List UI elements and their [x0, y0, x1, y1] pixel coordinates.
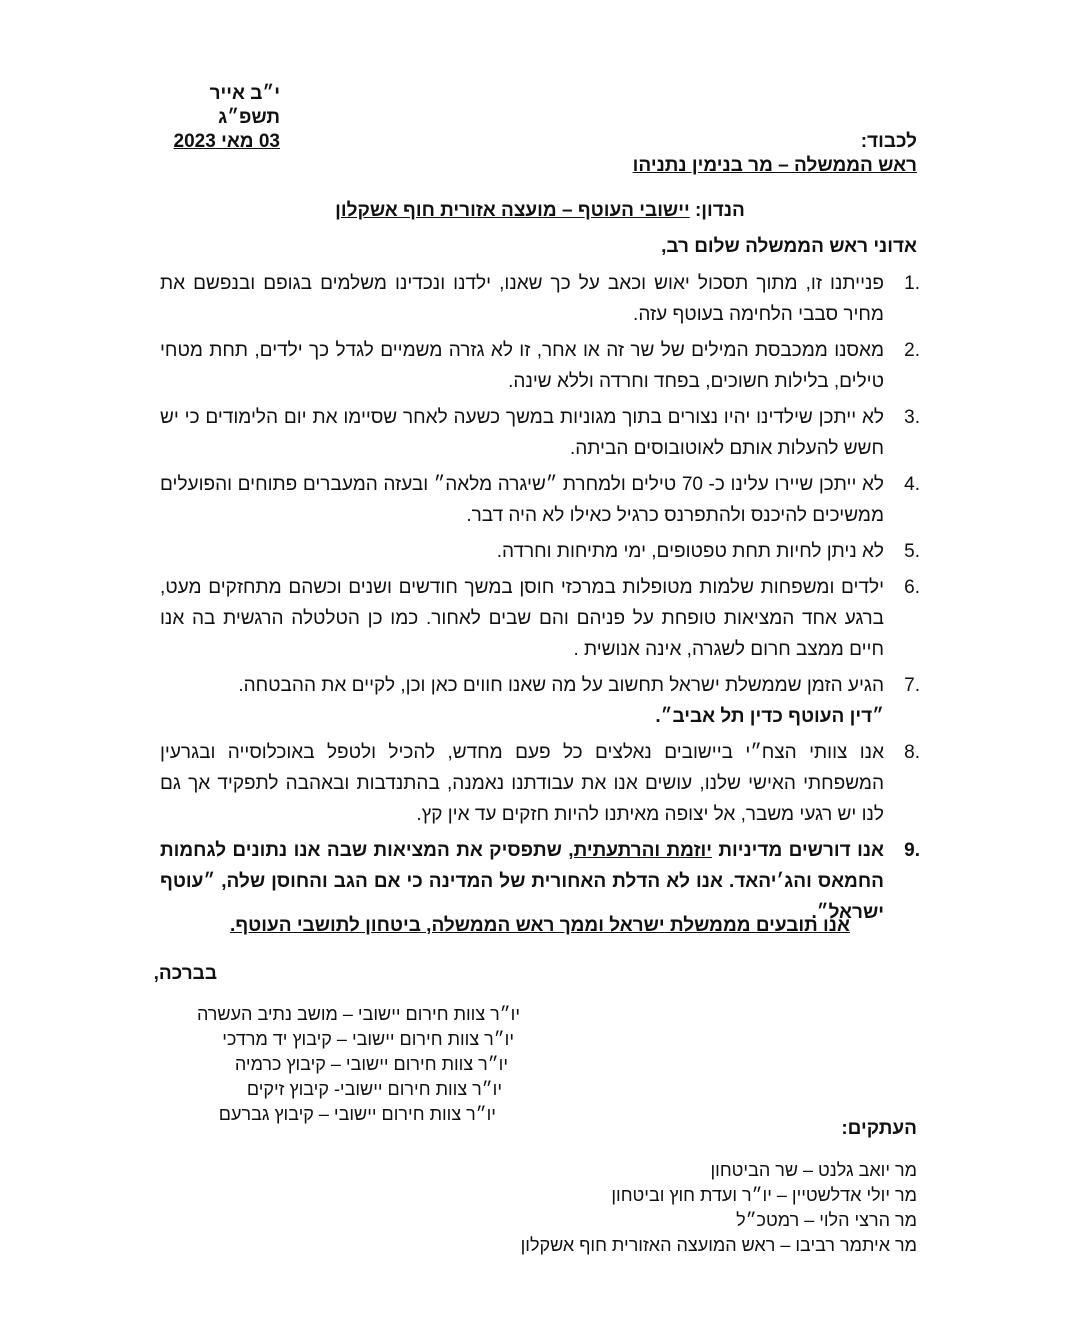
greeting: אדוני ראש הממשלה שלום רב, [661, 236, 917, 257]
item-text: ילדים ומשפחות שלמות מטופלות במרכזי חוסן במשך חודשים ושנים וכשהם מתחזקים מעט, ברגע אחד המציאות טופחת על פניהם והם שבים לאחור. כמו כן הטלטלה הרגשית בה אנו חיים ממצב חרום לשגרה, אינה אנושית . [160, 577, 884, 660]
item-number: 4. [904, 474, 920, 495]
cc-title: העתקים: [841, 1118, 917, 1139]
cc-item: מר יולי אדלשטיין – יו״ר ועדת חוץ וביטחון [611, 1185, 917, 1205]
list-item [160, 572, 920, 665]
closing-statement: אנו תובעים מממשלת ישראל וממך ראש הממשלה, ביטחון לתושבי העוטף. [230, 915, 850, 936]
to-name: ראש הממשלה – מר בנימין נתניהו [632, 155, 917, 176]
list-item [160, 335, 920, 397]
numbered-list [160, 268, 920, 933]
item-number: 1. [904, 273, 920, 294]
item-text: מאסנו ממכבסת המילים של שר זה או אחר, זו לא גזרה משמיים לגדל כך ילדים, תחת מטחי טילים, בלילות חשוכים, בפחד וחרדה וללא שינה. [160, 340, 884, 392]
list-item [160, 469, 920, 531]
date-hebrew: י״ב אייר תשפ״ג [209, 83, 280, 128]
list-item [160, 536, 920, 567]
signer-line: יו״ר צוות חירום יישובי – קיבוץ יד מרדכי [222, 1029, 514, 1049]
addressee-block [633, 130, 917, 178]
item-text: הגיע הזמן שממשלת ישראל תחשוב על מה שאנו חווים כאן וכן, לקיים את ההבטחה. [238, 675, 884, 696]
blessing: בברכה, [153, 963, 217, 984]
item-number: 9. [904, 840, 920, 861]
cc-item: מר הרצי הלוי – רמטכ״ל [736, 1210, 917, 1230]
item-number: 3. [904, 407, 920, 428]
item-number: 7. [904, 675, 920, 696]
date-gregorian: 03 מאי 2023 [173, 131, 280, 152]
signers-list [160, 1002, 520, 1127]
list-item [160, 737, 920, 830]
date-block [160, 82, 280, 154]
list-item [160, 268, 920, 330]
list-item [160, 670, 920, 732]
cc-list [521, 1158, 917, 1258]
subject-label: הנדון: [694, 200, 745, 221]
cc-item: מר איתמר רביבו – ראש המועצה האזורית חוף אשקלון [520, 1235, 917, 1255]
cc-item: מר יואב גלנט – שר הביטחון [710, 1160, 917, 1180]
subject-line [0, 200, 1080, 222]
item-text: פנייתנו זו, מתוך תסכול יאוש וכאב על כך שאנו, ילדנו ונכדינו משלמים בגופם ובנפשם את מחיר סבבי הלחימה בעוטף עזה. [160, 273, 884, 325]
item-text-wrap [160, 670, 884, 732]
item-text-part: אנו דורשים מדיניות [712, 840, 884, 861]
item-text-emphasis: יוזמת והרתעתית, [568, 840, 712, 861]
signer-line: יו״ר צוות חירום יישובי – קיבוץ גברעם [218, 1104, 496, 1124]
item-number: 8. [904, 742, 920, 763]
item-number: 2. [904, 340, 920, 361]
subject-text: יישובי העוטף – מועצה אזורית חוף אשקלון [335, 200, 690, 221]
item-text: לא ניתן לחיות תחת טפטופים, ימי מתיחות וחרדה. [496, 541, 884, 562]
signer-line: יו״ר צוות חירום יישובי- קיבוץ זיקים [246, 1079, 502, 1099]
item-number: 5. [904, 541, 920, 562]
item-text: לא ייתכן שילדינו יהיו נצורים בתוך מגוניות במשך כשעה לאחר שסיימו את יום הלימודים כי יש חשש להעלות אותם לאוטובוסים הביתה. [160, 407, 884, 459]
item-text-part: שתפסיק את המציאות שבה אנו נתונים לגחמות החמאס והג׳יהאד. אנו לא הדלת האחורית של המדינה כי אם הגב והחוסן שלה, ״עוטף ישראל״. [160, 840, 884, 923]
to-label: לכבוד: [860, 131, 917, 152]
item-quote: ״דין העוטף כדין תל אביב״. [655, 706, 884, 727]
item-number: 6. [904, 577, 920, 598]
signer-line: יו״ר צוות חירום יישובי – קיבוץ כרמיה [234, 1054, 508, 1074]
item-text: לא ייתכן שיירו עלינו כ- 70 טילים ולמחרת ״שיגרה מלאה״ ובעזה המעברים פתוחים והפועלים ממשיכים להיכנס ולהתפרנס כרגיל כאילו לא היה דבר. [160, 474, 884, 526]
signer-line: יו״ר צוות חירום יישובי – מושב נתיב העשרה [196, 1004, 520, 1024]
list-item [160, 402, 920, 464]
item-text: אנו צוותי הצח״י ביישובים נאלצים כל פעם מחדש, להכיל ולטפל באוכלוסייה ובגרעין המשפחתי האישי שלנו, עושים אנו את עבודתנו נאמנה, בהתנדבות ובאהבה לתפקיד אך גם לנו יש רגעי משבר, אל יצופה מאיתנו להיות חזקים עד אין קץ. [160, 742, 884, 825]
